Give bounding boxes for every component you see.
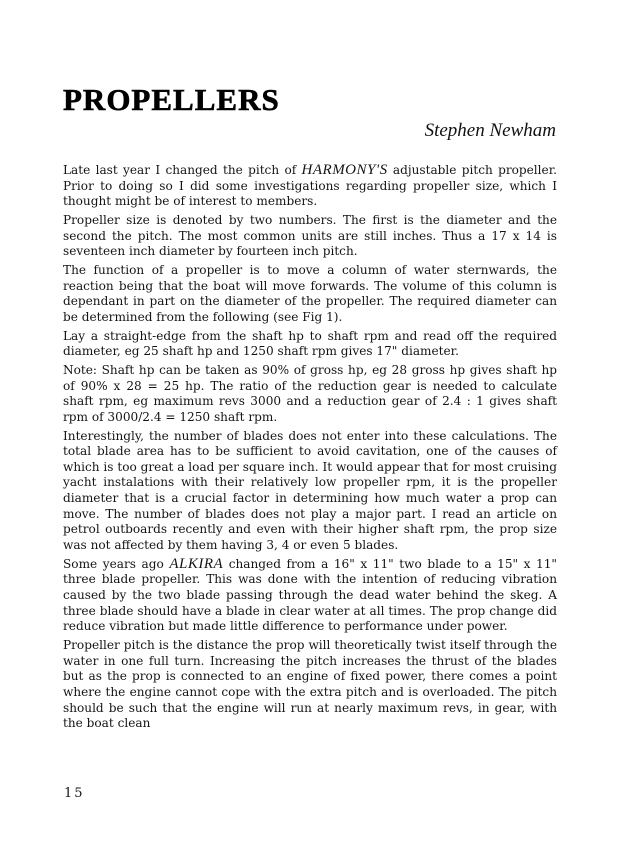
paragraph-7 — [63, 557, 557, 635]
paragraph-3: The function of a propeller is to move a column of water sternwards, the reaction being that the boat will move forwards. The volume of this column is dependant in part on the diameter of the propeller. The required diameter can be determined from the following (see Fig 1). — [63, 262, 557, 324]
page-number: 15 — [64, 786, 85, 801]
paragraph-1 — [63, 163, 557, 210]
paragraph-2: Propeller size is denoted by two numbers. The first is the diameter and the second the pitch. The most common units are still inches. Thus a 17 x 14 is seventeen inch diameter by fourteen inch pitch. — [63, 212, 557, 259]
paragraph-7-text-a: Some years ago — [63, 556, 170, 571]
paragraph-5: Note: Shaft hp can be taken as 90% of gross hp, eg 28 gross hp gives shaft hp of 90% x 28 = 25 hp. The ratio of the reduction gear is needed to calculate shaft rpm, eg maximum revs 3000 and a reduction gear of 2.4 : 1 gives shaft rpm of 3000/2.4 = 1250 shaft rpm. — [63, 362, 557, 424]
paragraph-4: Lay a straight-edge from the shaft hp to shaft rpm and read off the required diameter, eg 25 shaft hp and 1250 shaft rpm gives 17" diameter. — [63, 328, 557, 359]
article-author: Stephen Newham — [424, 120, 556, 141]
paragraph-1-text-b: adjustable pitch propeller. Prior to doing so I did some investigations regarding propeller size, which I thought might be of interest to members. — [63, 163, 557, 209]
article-title: PROPELLERS — [63, 82, 280, 117]
boat-name-alkira: ALKIRA — [169, 555, 224, 572]
article-body — [63, 163, 557, 735]
paragraph-1-text-a: Late last year I changed the pitch of — [63, 163, 302, 177]
paragraph-8: Propeller pitch is the distance the prop will theoretically twist itself through the water in one full turn. Increasing the pitch increases the thrust of the blades but as the prop is connected to an engine of fixed power, there comes a point where the engine cannot cope with the extra pitch and is overloaded. The pitch should be such that the engine will run at nearly maximum revs, in gear, with the boat clean — [63, 638, 557, 731]
paragraph-7-text-b: changed from a 16" x 11" two blade to a 15" x 11" three blade propeller. This was done with the intention of reducing vibration caused by the two blade passing through the dead water behind the skeg. A three blade should have a blade in clear water at all times. The prop change did reduce vibration but made little difference to performance under power. — [63, 556, 557, 634]
boat-name-harmony: HARMONY'S — [301, 162, 388, 178]
paragraph-6: Interestingly, the number of blades does not enter into these calculations. The total blade area has to be sufficient to avoid cavitation, one of the causes of which is too great a load per square inch. It would appear that for most cruising yacht instalations with their relatively low propeller rpm, it is the propeller diameter that is a crucial factor in determining how much water a prop can move. The number of blades does not play a major part. I read an article on petrol outboards recently and even with their higher shaft rpm, the prop size was not affected by them having 3, 4 or even 5 blades. — [63, 428, 557, 553]
